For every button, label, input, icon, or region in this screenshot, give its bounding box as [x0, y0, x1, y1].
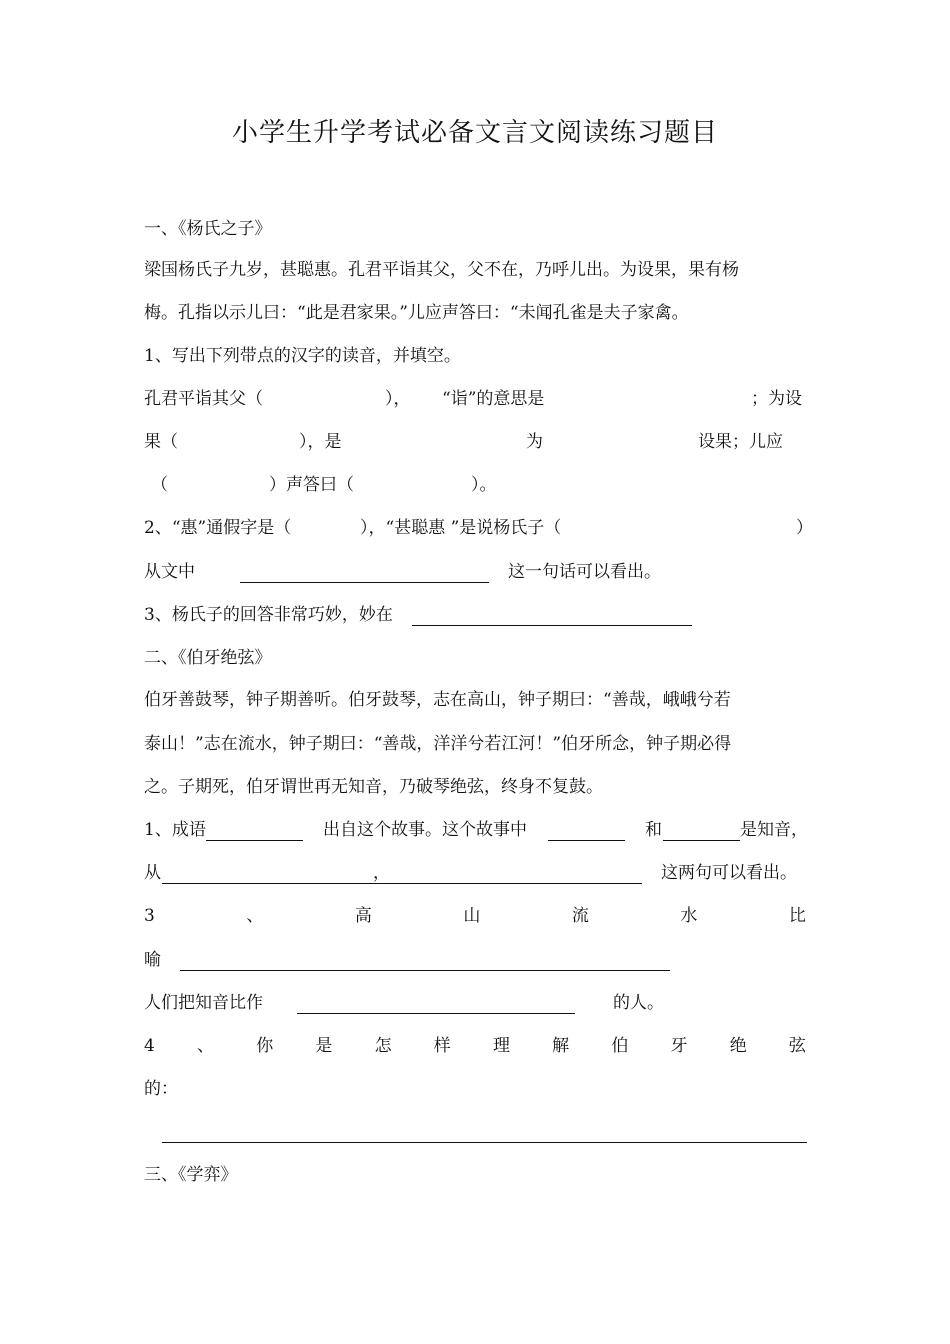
section2-heading: 二、《伯牙绝弦》 — [144, 648, 272, 668]
s2-q1-blank-person2[interactable] — [663, 840, 740, 841]
s2-q1-text-d: 是知音， — [740, 820, 808, 840]
s1-q3-answer-blank[interactable] — [412, 625, 692, 626]
s2-q3-char: 水 — [680, 906, 698, 926]
s1-q1-text-i: （ — [151, 475, 168, 495]
s1-q1-text-c: “诣”的意思是 — [442, 389, 545, 409]
s2-q1-text-e: 从 — [144, 863, 161, 883]
s2-q3-text-b: 喻 — [144, 950, 161, 970]
s2-q4-char: 解 — [552, 1036, 570, 1056]
s1-q1-text-j: ）声答曰（ — [269, 475, 354, 495]
s2-q4-char: 、 — [197, 1036, 215, 1056]
s2-q1-text-a: 1、成语 — [144, 820, 206, 840]
s1-q1-text-a: 孔君平诣其父（ — [144, 389, 263, 409]
s2-q3-char: 高 — [354, 906, 372, 926]
section1-passage-line2: 梅。孔指以示儿曰：“此是君家果。”儿应声答曰：“未闻孔雀是夫子家禽。 — [144, 303, 689, 323]
s1-q1-text-d: ；为设 — [751, 389, 802, 409]
s1-q2-text-d: 从文中 — [144, 562, 195, 582]
s2-q3-blank-metaphor[interactable] — [297, 1013, 575, 1014]
section2-passage-line3: 之。子期死，伯牙谓世再无知音，乃破琴绝弦，终身不复鼓。 — [144, 777, 603, 797]
s2-q1-text-b: 出自这个故事。这个故事中 — [323, 820, 527, 840]
s1-q2-text-a: 2、“惠”通假字是（ — [144, 518, 292, 538]
s1-q2-answer-blank[interactable] — [240, 582, 489, 583]
s2-q1-blank-quote[interactable] — [162, 883, 642, 884]
section2-passage-line1: 伯牙善鼓琴，钟子期善听。伯牙鼓琴，志在高山，钟子期曰：“善哉，峨峨兮若 — [144, 690, 731, 710]
s1-question1-prompt: 1、写出下列带点的汉字的读音，并填空。 — [144, 346, 461, 366]
s2-q4-char: 弦 — [788, 1036, 806, 1056]
page-title: 小学生升学考试必备文言文阅读练习题目 — [231, 118, 718, 148]
section3-heading: 三、《学弈》 — [144, 1165, 238, 1185]
s2-q1-text-g: 这两句可以看出。 — [661, 863, 797, 883]
s2-q4-char: 样 — [433, 1036, 451, 1056]
s1-q1-text-f: ），是 — [299, 432, 342, 452]
s2-q4-char: 4 — [144, 1036, 155, 1056]
s2-q1-blank-person1[interactable] — [548, 840, 625, 841]
s2-q4-char: 牙 — [670, 1036, 688, 1056]
s2-q4-char: 理 — [492, 1036, 510, 1056]
section1-heading: 一、《杨氏之子》 — [144, 219, 272, 239]
s2-q4-text-b: 的： — [144, 1079, 178, 1099]
s1-q1-text-h: 设果；儿应 — [698, 432, 783, 452]
s2-q3-char: 比 — [788, 906, 806, 926]
s2-q1-blank-idiom[interactable] — [206, 840, 303, 841]
s2-q4-answer-blank[interactable] — [162, 1142, 807, 1143]
s1-q1-text-e: 果（ — [144, 432, 178, 452]
s2-q3-char: 、 — [246, 906, 264, 926]
s2-q3-char: 流 — [571, 906, 589, 926]
s1-q1-text-k: ）。 — [471, 475, 497, 495]
s2-q4-spread-line — [144, 1038, 806, 1055]
s2-q3-char: 山 — [463, 906, 481, 926]
s2-q1-text-c: 和 — [645, 820, 662, 840]
s1-q1-text-g: 为 — [526, 432, 543, 452]
s2-q3-text-d: 的人。 — [613, 993, 664, 1013]
section1-passage-line1: 梁国杨氏子九岁，甚聪惠。孔君平诣其父，父不在，乃呼儿出。为设果，果有杨 — [144, 260, 739, 280]
s2-q1-text-f: ， — [373, 863, 390, 883]
s2-q3-text-c: 人们把知音比作 — [144, 993, 263, 1013]
s1-q3-prompt: 3、杨氏子的回答非常巧妙，妙在 — [144, 605, 393, 625]
s2-q4-char: 伯 — [611, 1036, 629, 1056]
s2-q4-char: 你 — [256, 1036, 274, 1056]
s2-q4-char: 是 — [315, 1036, 333, 1056]
s2-q4-char: 绝 — [729, 1036, 747, 1056]
s2-q3-char: 3 — [144, 906, 155, 926]
s1-q2-text-c: ） — [796, 518, 813, 538]
s2-q3-spread-line — [144, 908, 806, 925]
s1-q2-text-e: 这一句话可以看出。 — [508, 562, 661, 582]
s1-q1-text-b: ）， — [385, 389, 411, 409]
s1-q2-text-b: ），“甚聪惠 ”是说杨氏子（ — [360, 518, 562, 538]
s2-q4-char: 怎 — [374, 1036, 392, 1056]
section2-passage-line2: 泰山！”志在流水，钟子期曰：“善哉，洋洋兮若江河！”伯牙所念，钟子期必得 — [144, 734, 732, 754]
s2-q3-answer-blank[interactable] — [180, 970, 670, 971]
